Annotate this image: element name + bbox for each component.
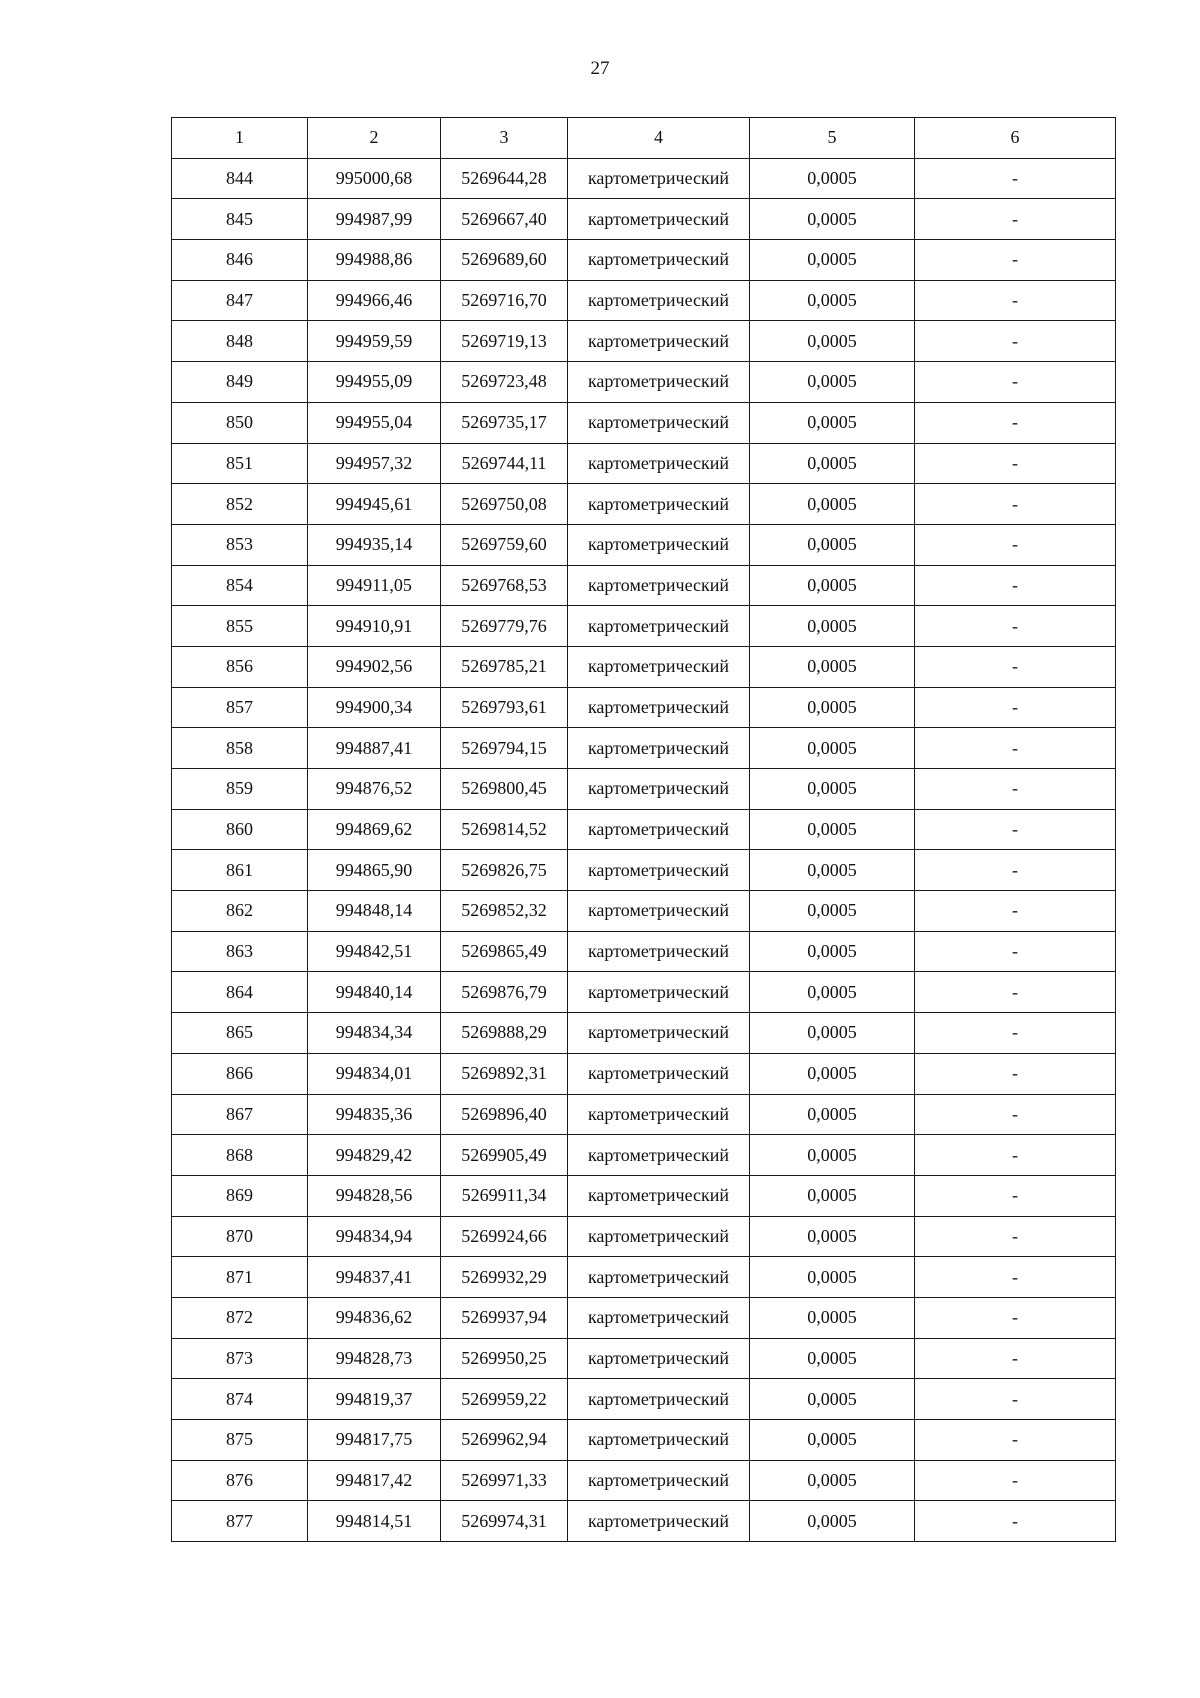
y-coordinate-cell: 5269876,79 bbox=[441, 972, 568, 1013]
accuracy-cell: 0,0005 bbox=[750, 1460, 915, 1501]
accuracy-cell: 0,0005 bbox=[750, 1216, 915, 1257]
x-coordinate-cell: 994837,41 bbox=[308, 1257, 441, 1298]
accuracy-cell: 0,0005 bbox=[750, 1338, 915, 1379]
table-row bbox=[172, 606, 1116, 647]
x-coordinate-cell: 994902,56 bbox=[308, 646, 441, 687]
y-coordinate-cell: 5269793,61 bbox=[441, 687, 568, 728]
point-number-cell: 856 bbox=[172, 646, 308, 687]
accuracy-cell: 0,0005 bbox=[750, 484, 915, 525]
note-cell: - bbox=[915, 565, 1116, 606]
y-coordinate-cell: 5269826,75 bbox=[441, 850, 568, 891]
method-cell: картометрический bbox=[568, 606, 750, 647]
note-cell: - bbox=[915, 687, 1116, 728]
point-number-cell: 870 bbox=[172, 1216, 308, 1257]
table-row bbox=[172, 1460, 1116, 1501]
accuracy-cell: 0,0005 bbox=[750, 280, 915, 321]
table-row bbox=[172, 280, 1116, 321]
y-coordinate-cell: 5269716,70 bbox=[441, 280, 568, 321]
table-row bbox=[172, 728, 1116, 769]
note-cell: - bbox=[915, 280, 1116, 321]
accuracy-cell: 0,0005 bbox=[750, 1257, 915, 1298]
note-cell: - bbox=[915, 1175, 1116, 1216]
x-coordinate-cell: 994817,42 bbox=[308, 1460, 441, 1501]
accuracy-cell: 0,0005 bbox=[750, 402, 915, 443]
method-cell: картометрический bbox=[568, 891, 750, 932]
y-coordinate-cell: 5269888,29 bbox=[441, 1013, 568, 1054]
accuracy-cell: 0,0005 bbox=[750, 1379, 915, 1420]
point-number-cell: 852 bbox=[172, 484, 308, 525]
x-coordinate-cell: 994957,32 bbox=[308, 443, 441, 484]
note-cell: - bbox=[915, 321, 1116, 362]
accuracy-cell: 0,0005 bbox=[750, 362, 915, 403]
accuracy-cell: 0,0005 bbox=[750, 443, 915, 484]
table-row bbox=[172, 240, 1116, 281]
note-cell: - bbox=[915, 931, 1116, 972]
y-coordinate-cell: 5269971,33 bbox=[441, 1460, 568, 1501]
note-cell: - bbox=[915, 972, 1116, 1013]
accuracy-cell: 0,0005 bbox=[750, 1501, 915, 1542]
y-coordinate-cell: 5269911,34 bbox=[441, 1175, 568, 1216]
accuracy-cell: 0,0005 bbox=[750, 1013, 915, 1054]
x-coordinate-cell: 994955,09 bbox=[308, 362, 441, 403]
accuracy-cell: 0,0005 bbox=[750, 240, 915, 281]
y-coordinate-cell: 5269932,29 bbox=[441, 1257, 568, 1298]
table-row bbox=[172, 1297, 1116, 1338]
point-number-cell: 862 bbox=[172, 891, 308, 932]
accuracy-cell: 0,0005 bbox=[750, 931, 915, 972]
method-cell: картометрический bbox=[568, 240, 750, 281]
table-body bbox=[172, 158, 1116, 1541]
note-cell: - bbox=[915, 1420, 1116, 1461]
x-coordinate-cell: 994988,86 bbox=[308, 240, 441, 281]
y-coordinate-cell: 5269689,60 bbox=[441, 240, 568, 281]
method-cell: картометрический bbox=[568, 1501, 750, 1542]
x-coordinate-cell: 994966,46 bbox=[308, 280, 441, 321]
point-number-cell: 861 bbox=[172, 850, 308, 891]
x-coordinate-cell: 994819,37 bbox=[308, 1379, 441, 1420]
point-number-cell: 858 bbox=[172, 728, 308, 769]
method-cell: картометрический bbox=[568, 1094, 750, 1135]
x-coordinate-cell: 994869,62 bbox=[308, 809, 441, 850]
point-number-cell: 866 bbox=[172, 1053, 308, 1094]
x-coordinate-cell: 994955,04 bbox=[308, 402, 441, 443]
table-row bbox=[172, 1013, 1116, 1054]
accuracy-cell: 0,0005 bbox=[750, 1297, 915, 1338]
page-number: 27 bbox=[590, 58, 610, 79]
table-row bbox=[172, 1501, 1116, 1542]
accuracy-cell: 0,0005 bbox=[750, 321, 915, 362]
note-cell: - bbox=[915, 158, 1116, 199]
note-cell: - bbox=[915, 1053, 1116, 1094]
note-cell: - bbox=[915, 484, 1116, 525]
y-coordinate-cell: 5269719,13 bbox=[441, 321, 568, 362]
accuracy-cell: 0,0005 bbox=[750, 972, 915, 1013]
x-coordinate-cell: 994828,56 bbox=[308, 1175, 441, 1216]
point-number-cell: 853 bbox=[172, 524, 308, 565]
method-cell: картометрический bbox=[568, 931, 750, 972]
method-cell: картометрический bbox=[568, 1013, 750, 1054]
table-row bbox=[172, 158, 1116, 199]
x-coordinate-cell: 995000,68 bbox=[308, 158, 441, 199]
y-coordinate-cell: 5269896,40 bbox=[441, 1094, 568, 1135]
column-header-2: 2 bbox=[308, 118, 441, 159]
x-coordinate-cell: 994835,36 bbox=[308, 1094, 441, 1135]
method-cell: картометрический bbox=[568, 769, 750, 810]
point-number-cell: 846 bbox=[172, 240, 308, 281]
table-row bbox=[172, 891, 1116, 932]
coordinates-table bbox=[171, 117, 1116, 1542]
table-row bbox=[172, 972, 1116, 1013]
method-cell: картометрический bbox=[568, 158, 750, 199]
note-cell: - bbox=[915, 1501, 1116, 1542]
y-coordinate-cell: 5269892,31 bbox=[441, 1053, 568, 1094]
y-coordinate-cell: 5269768,53 bbox=[441, 565, 568, 606]
note-cell: - bbox=[915, 1135, 1116, 1176]
x-coordinate-cell: 994865,90 bbox=[308, 850, 441, 891]
x-coordinate-cell: 994814,51 bbox=[308, 1501, 441, 1542]
table-row bbox=[172, 646, 1116, 687]
table-row bbox=[172, 850, 1116, 891]
x-coordinate-cell: 994834,01 bbox=[308, 1053, 441, 1094]
table-header-row bbox=[172, 118, 1116, 159]
point-number-cell: 877 bbox=[172, 1501, 308, 1542]
point-number-cell: 872 bbox=[172, 1297, 308, 1338]
note-cell: - bbox=[915, 809, 1116, 850]
method-cell: картометрический bbox=[568, 850, 750, 891]
table-row bbox=[172, 769, 1116, 810]
y-coordinate-cell: 5269974,31 bbox=[441, 1501, 568, 1542]
table-row bbox=[172, 931, 1116, 972]
y-coordinate-cell: 5269735,17 bbox=[441, 402, 568, 443]
method-cell: картометрический bbox=[568, 362, 750, 403]
x-coordinate-cell: 994828,73 bbox=[308, 1338, 441, 1379]
point-number-cell: 863 bbox=[172, 931, 308, 972]
point-number-cell: 867 bbox=[172, 1094, 308, 1135]
method-cell: картометрический bbox=[568, 1135, 750, 1176]
x-coordinate-cell: 994935,14 bbox=[308, 524, 441, 565]
note-cell: - bbox=[915, 1216, 1116, 1257]
note-cell: - bbox=[915, 443, 1116, 484]
accuracy-cell: 0,0005 bbox=[750, 809, 915, 850]
accuracy-cell: 0,0005 bbox=[750, 1053, 915, 1094]
table-row bbox=[172, 687, 1116, 728]
note-cell: - bbox=[915, 524, 1116, 565]
method-cell: картометрический bbox=[568, 1338, 750, 1379]
note-cell: - bbox=[915, 1257, 1116, 1298]
table-row bbox=[172, 1053, 1116, 1094]
x-coordinate-cell: 994945,61 bbox=[308, 484, 441, 525]
point-number-cell: 871 bbox=[172, 1257, 308, 1298]
x-coordinate-cell: 994848,14 bbox=[308, 891, 441, 932]
point-number-cell: 864 bbox=[172, 972, 308, 1013]
y-coordinate-cell: 5269962,94 bbox=[441, 1420, 568, 1461]
table-row bbox=[172, 484, 1116, 525]
table-row bbox=[172, 402, 1116, 443]
point-number-cell: 848 bbox=[172, 321, 308, 362]
note-cell: - bbox=[915, 402, 1116, 443]
method-cell: картометрический bbox=[568, 524, 750, 565]
note-cell: - bbox=[915, 240, 1116, 281]
accuracy-cell: 0,0005 bbox=[750, 891, 915, 932]
y-coordinate-cell: 5269794,15 bbox=[441, 728, 568, 769]
accuracy-cell: 0,0005 bbox=[750, 687, 915, 728]
method-cell: картометрический bbox=[568, 443, 750, 484]
accuracy-cell: 0,0005 bbox=[750, 1175, 915, 1216]
method-cell: картометрический bbox=[568, 1420, 750, 1461]
point-number-cell: 855 bbox=[172, 606, 308, 647]
note-cell: - bbox=[915, 646, 1116, 687]
point-number-cell: 874 bbox=[172, 1379, 308, 1420]
note-cell: - bbox=[915, 1460, 1116, 1501]
point-number-cell: 849 bbox=[172, 362, 308, 403]
table-row bbox=[172, 1175, 1116, 1216]
table-row bbox=[172, 199, 1116, 240]
y-coordinate-cell: 5269959,22 bbox=[441, 1379, 568, 1420]
method-cell: картометрический bbox=[568, 321, 750, 362]
method-cell: картометрический bbox=[568, 687, 750, 728]
y-coordinate-cell: 5269785,21 bbox=[441, 646, 568, 687]
y-coordinate-cell: 5269800,45 bbox=[441, 769, 568, 810]
accuracy-cell: 0,0005 bbox=[750, 728, 915, 769]
table-row bbox=[172, 1257, 1116, 1298]
accuracy-cell: 0,0005 bbox=[750, 199, 915, 240]
point-number-cell: 860 bbox=[172, 809, 308, 850]
table-row bbox=[172, 809, 1116, 850]
point-number-cell: 868 bbox=[172, 1135, 308, 1176]
method-cell: картометрический bbox=[568, 280, 750, 321]
note-cell: - bbox=[915, 1297, 1116, 1338]
method-cell: картометрический bbox=[568, 1379, 750, 1420]
y-coordinate-cell: 5269924,66 bbox=[441, 1216, 568, 1257]
x-coordinate-cell: 994829,42 bbox=[308, 1135, 441, 1176]
column-header-6: 6 bbox=[915, 118, 1116, 159]
point-number-cell: 875 bbox=[172, 1420, 308, 1461]
y-coordinate-cell: 5269644,28 bbox=[441, 158, 568, 199]
note-cell: - bbox=[915, 1013, 1116, 1054]
x-coordinate-cell: 994834,34 bbox=[308, 1013, 441, 1054]
y-coordinate-cell: 5269814,52 bbox=[441, 809, 568, 850]
method-cell: картометрический bbox=[568, 1257, 750, 1298]
y-coordinate-cell: 5269667,40 bbox=[441, 199, 568, 240]
note-cell: - bbox=[915, 606, 1116, 647]
y-coordinate-cell: 5269759,60 bbox=[441, 524, 568, 565]
method-cell: картометрический bbox=[568, 1053, 750, 1094]
table-row bbox=[172, 1379, 1116, 1420]
method-cell: картометрический bbox=[568, 1297, 750, 1338]
x-coordinate-cell: 994911,05 bbox=[308, 565, 441, 606]
method-cell: картометрический bbox=[568, 972, 750, 1013]
accuracy-cell: 0,0005 bbox=[750, 1135, 915, 1176]
y-coordinate-cell: 5269723,48 bbox=[441, 362, 568, 403]
table-row bbox=[172, 321, 1116, 362]
y-coordinate-cell: 5269950,25 bbox=[441, 1338, 568, 1379]
table-row bbox=[172, 1420, 1116, 1461]
point-number-cell: 865 bbox=[172, 1013, 308, 1054]
x-coordinate-cell: 994887,41 bbox=[308, 728, 441, 769]
accuracy-cell: 0,0005 bbox=[750, 1094, 915, 1135]
note-cell: - bbox=[915, 891, 1116, 932]
y-coordinate-cell: 5269750,08 bbox=[441, 484, 568, 525]
table-row bbox=[172, 1338, 1116, 1379]
point-number-cell: 857 bbox=[172, 687, 308, 728]
note-cell: - bbox=[915, 1338, 1116, 1379]
x-coordinate-cell: 994840,14 bbox=[308, 972, 441, 1013]
note-cell: - bbox=[915, 199, 1116, 240]
y-coordinate-cell: 5269852,32 bbox=[441, 891, 568, 932]
point-number-cell: 854 bbox=[172, 565, 308, 606]
point-number-cell: 869 bbox=[172, 1175, 308, 1216]
note-cell: - bbox=[915, 850, 1116, 891]
accuracy-cell: 0,0005 bbox=[750, 646, 915, 687]
point-number-cell: 850 bbox=[172, 402, 308, 443]
point-number-cell: 873 bbox=[172, 1338, 308, 1379]
accuracy-cell: 0,0005 bbox=[750, 158, 915, 199]
y-coordinate-cell: 5269744,11 bbox=[441, 443, 568, 484]
method-cell: картометрический bbox=[568, 646, 750, 687]
column-header-1: 1 bbox=[172, 118, 308, 159]
method-cell: картометрический bbox=[568, 402, 750, 443]
point-number-cell: 847 bbox=[172, 280, 308, 321]
method-cell: картометрический bbox=[568, 1216, 750, 1257]
note-cell: - bbox=[915, 728, 1116, 769]
y-coordinate-cell: 5269779,76 bbox=[441, 606, 568, 647]
method-cell: картометрический bbox=[568, 199, 750, 240]
x-coordinate-cell: 994876,52 bbox=[308, 769, 441, 810]
point-number-cell: 844 bbox=[172, 158, 308, 199]
point-number-cell: 851 bbox=[172, 443, 308, 484]
method-cell: картометрический bbox=[568, 728, 750, 769]
x-coordinate-cell: 994842,51 bbox=[308, 931, 441, 972]
column-header-3: 3 bbox=[441, 118, 568, 159]
y-coordinate-cell: 5269937,94 bbox=[441, 1297, 568, 1338]
table-row bbox=[172, 1216, 1116, 1257]
accuracy-cell: 0,0005 bbox=[750, 565, 915, 606]
method-cell: картометрический bbox=[568, 1175, 750, 1216]
method-cell: картометрический bbox=[568, 809, 750, 850]
table-row bbox=[172, 1094, 1116, 1135]
note-cell: - bbox=[915, 1379, 1116, 1420]
x-coordinate-cell: 994817,75 bbox=[308, 1420, 441, 1461]
note-cell: - bbox=[915, 769, 1116, 810]
note-cell: - bbox=[915, 362, 1116, 403]
table-row bbox=[172, 1135, 1116, 1176]
method-cell: картометрический bbox=[568, 1460, 750, 1501]
x-coordinate-cell: 994836,62 bbox=[308, 1297, 441, 1338]
table-row bbox=[172, 524, 1116, 565]
point-number-cell: 845 bbox=[172, 199, 308, 240]
point-number-cell: 876 bbox=[172, 1460, 308, 1501]
accuracy-cell: 0,0005 bbox=[750, 850, 915, 891]
y-coordinate-cell: 5269865,49 bbox=[441, 931, 568, 972]
y-coordinate-cell: 5269905,49 bbox=[441, 1135, 568, 1176]
accuracy-cell: 0,0005 bbox=[750, 1420, 915, 1461]
x-coordinate-cell: 994910,91 bbox=[308, 606, 441, 647]
column-header-5: 5 bbox=[750, 118, 915, 159]
column-header-4: 4 bbox=[568, 118, 750, 159]
method-cell: картометрический bbox=[568, 565, 750, 606]
point-number-cell: 859 bbox=[172, 769, 308, 810]
x-coordinate-cell: 994959,59 bbox=[308, 321, 441, 362]
x-coordinate-cell: 994987,99 bbox=[308, 199, 441, 240]
note-cell: - bbox=[915, 1094, 1116, 1135]
accuracy-cell: 0,0005 bbox=[750, 524, 915, 565]
x-coordinate-cell: 994900,34 bbox=[308, 687, 441, 728]
accuracy-cell: 0,0005 bbox=[750, 606, 915, 647]
table-row bbox=[172, 443, 1116, 484]
x-coordinate-cell: 994834,94 bbox=[308, 1216, 441, 1257]
table-row bbox=[172, 362, 1116, 403]
accuracy-cell: 0,0005 bbox=[750, 769, 915, 810]
method-cell: картометрический bbox=[568, 484, 750, 525]
table-row bbox=[172, 565, 1116, 606]
